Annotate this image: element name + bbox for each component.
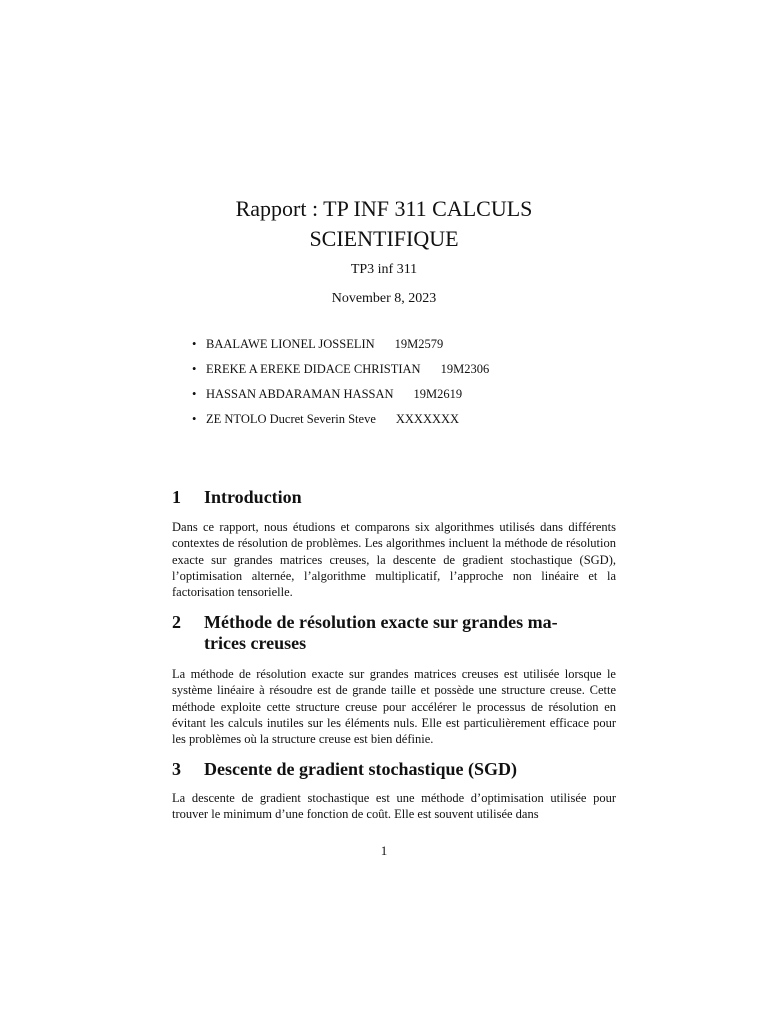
document-title	[0, 194, 768, 254]
section-body-sgd: La descente de gradient stochastique est une méthode d’optimisation utilisée pour trouver le minimum d’une fonction de coût. Elle est souvent utilisée dans	[172, 791, 616, 822]
author-id: 19M2306	[440, 362, 490, 376]
author-name: HASSAN ABDARAMAN HASSAN	[206, 387, 394, 401]
section-title: Introduction	[204, 487, 302, 507]
author-item	[192, 409, 489, 434]
title-line-2: SCIENTIFIQUE	[309, 226, 459, 251]
author-name: EREKE A EREKE DIDACE CHRISTIAN	[206, 362, 421, 376]
author-name: ZE NTOLO Ducret Severin Steve	[206, 412, 376, 426]
section-title-line-2: trices creuses	[204, 633, 307, 653]
section-heading-introduction	[172, 487, 622, 508]
section-number: 3	[172, 759, 181, 779]
bullet-icon: •	[192, 337, 197, 351]
section-number: 2	[172, 612, 181, 632]
section-heading-sparse-methods	[172, 612, 622, 654]
section-body-sparse-methods: La méthode de résolution exacte sur grandes matrices creuses est utilisée lorsque le système linéaire à résoudre est de grande taille et possède une structure creuse. Cette méthode exploite cette structure creuse pour accélérer le processus de résolution en évitant les calculs inutiles sur les éléments nuls. Elle est particulièrement efficace pour les problèmes où la structure creuse est bien définie.	[172, 667, 616, 747]
section-title: Descente de gradient stochastique (SGD)	[204, 759, 517, 779]
section-number: 1	[172, 487, 181, 507]
author-list	[192, 334, 489, 434]
author-id: XXXXXXX	[395, 412, 460, 426]
author-name: BAALAWE LIONEL JOSSELIN	[206, 337, 375, 351]
section-body-introduction: Dans ce rapport, nous étudions et comparons six algorithmes utilisés dans différents contextes de résolution de problèmes. Les algorithmes incluent la méthode de résolution exacte sur grandes matrices creuses, la descente de gradient stochastique (SGD), l’optimisation alternée, l’algorithme multiplicatif, l’approche non linéaire et la factorisation tensorielle.	[172, 520, 616, 600]
title-line-1: Rapport : TP INF 311 CALCULS	[235, 196, 533, 221]
course-name: TP3 inf 311	[350, 262, 418, 277]
bullet-icon: •	[192, 362, 197, 376]
author-item	[192, 334, 489, 359]
section-title-line-1: Méthode de résolution exacte sur grandes ma-	[204, 612, 558, 632]
section-heading-sgd	[172, 759, 622, 780]
bullet-icon: •	[192, 412, 197, 426]
page-number: 1	[380, 843, 388, 858]
author-id: 19M2619	[413, 387, 463, 401]
author-item	[192, 384, 489, 409]
author-id: 19M2579	[394, 337, 444, 351]
document-date: November 8, 2023	[331, 291, 437, 306]
author-item	[192, 359, 489, 384]
bullet-icon: •	[192, 387, 197, 401]
